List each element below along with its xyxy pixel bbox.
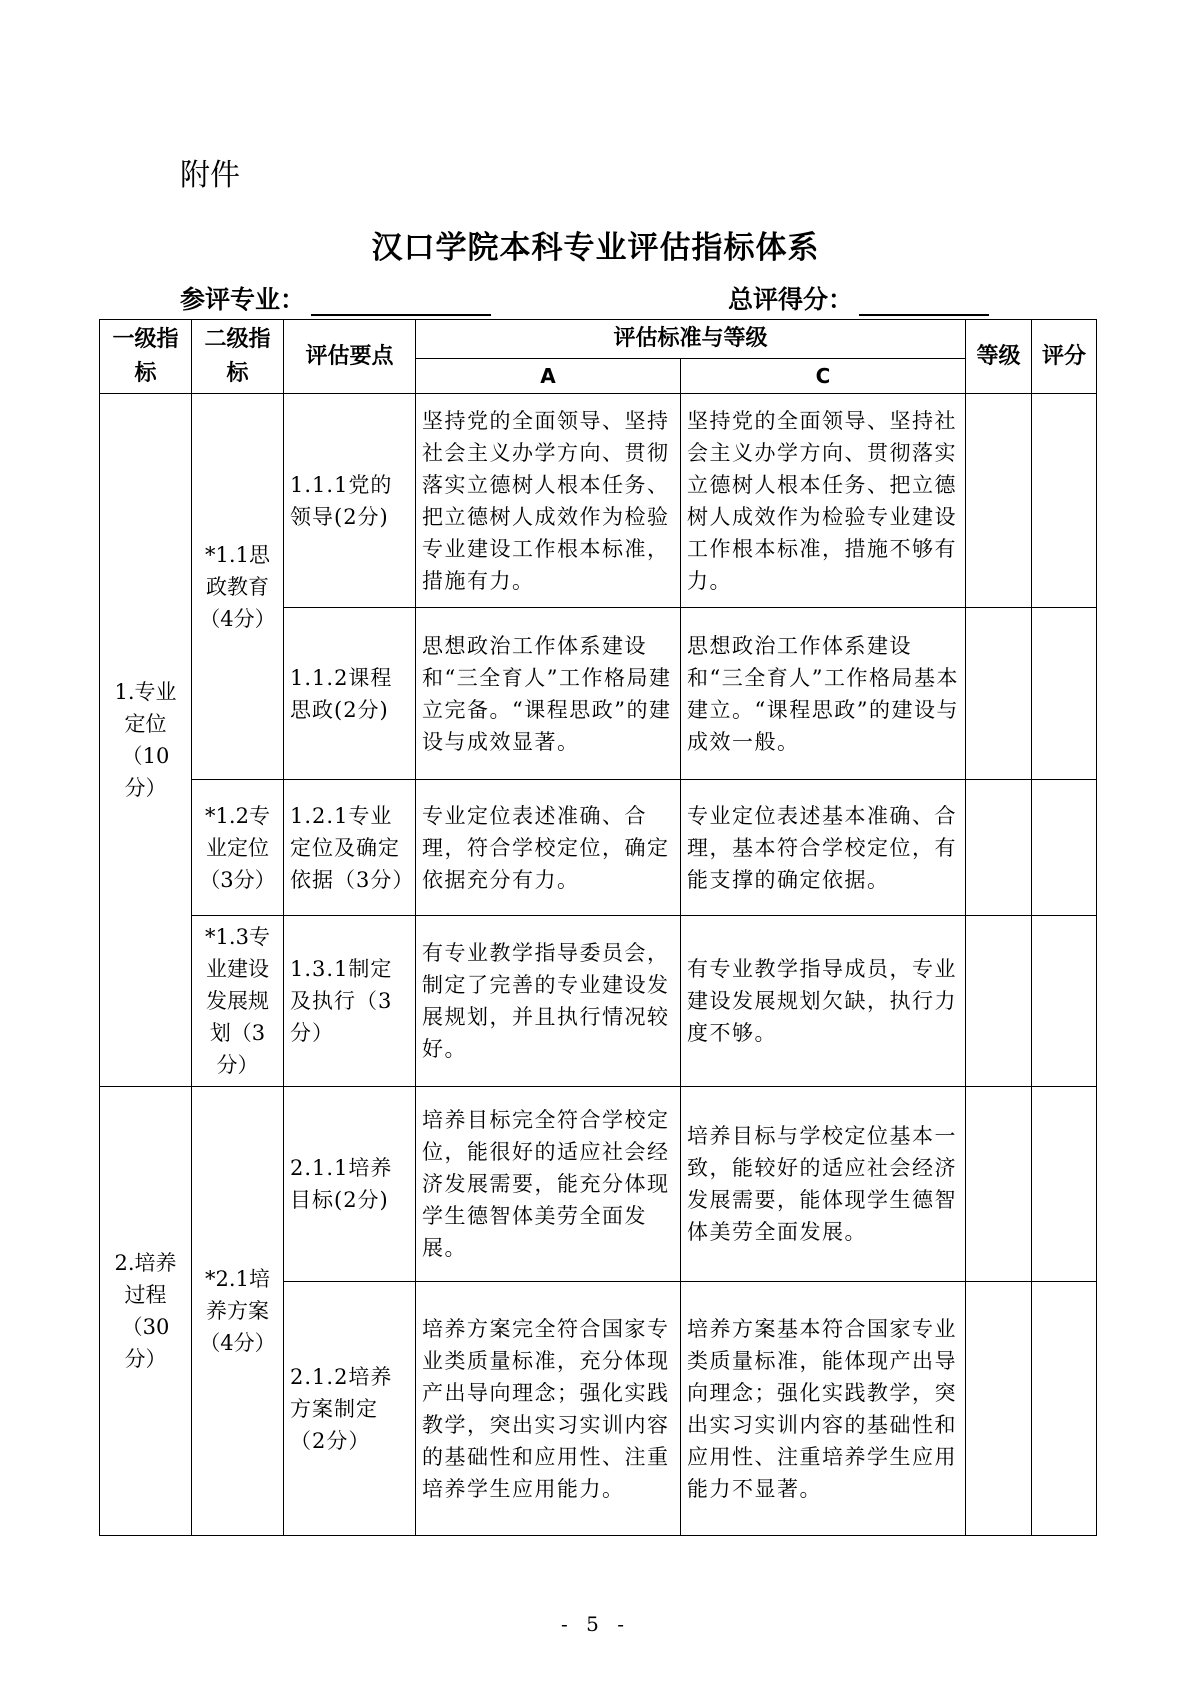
total-score-field	[728, 280, 989, 316]
standard-c-cell: 坚持党的全面领导、坚持社会主义办学方向、贯彻落实立德树人根本任务、把立德树人成效作为检验专业建设工作根本标准，措施不够有力。	[681, 394, 966, 608]
standard-c-cell: 思想政治工作体系建设和“三全育人”工作格局基本建立。“课程思政”的建设与成效一般。	[681, 608, 966, 780]
level1-cell: 2.培养过程（30分）	[100, 1087, 192, 1536]
level2-cell: *1.2专业定位（3分）	[192, 780, 284, 916]
header-row	[100, 320, 1097, 359]
point-cell: 1.3.1制定及执行（3分）	[284, 916, 416, 1087]
standard-a-cell: 培养方案完全符合国家专业类质量标准，充分体现产出导向理念；强化实践教学，突出实习实训内容的基础性和应用性、注重培养学生应用能力。	[416, 1282, 681, 1536]
header-standard: 评估标准与等级	[416, 320, 966, 359]
standard-a-cell: 有专业教学指导委员会，制定了完善的专业建设发展规划，并且执行情况较好。	[416, 916, 681, 1087]
level2-cell: *2.1培养方案（4分）	[192, 1087, 284, 1536]
point-cell: 1.1.2课程思政(2分)	[284, 608, 416, 780]
major-label: 参评专业：	[180, 285, 306, 314]
table-row	[100, 1087, 1097, 1282]
score-cell[interactable]	[1032, 394, 1097, 608]
grade-cell[interactable]	[966, 1282, 1032, 1536]
document-title: 汉口学院本科专业评估指标体系	[371, 230, 820, 266]
header-level2: 二级指标	[192, 320, 284, 394]
major-blank	[311, 290, 491, 316]
standard-a-cell: 坚持党的全面领导、坚持社会主义办学方向、贯彻落实立德树人根本任务、把立德树人成效作为检验专业建设工作根本标准，措施有力。	[416, 394, 681, 608]
score-cell[interactable]	[1032, 1087, 1097, 1282]
standard-c-cell: 培养方案基本符合国家专业类质量标准，能体现产出导向理念；强化实践教学，突出实习实训内容的基础性和应用性、注重培养学生应用能力不显著。	[681, 1282, 966, 1536]
grade-cell[interactable]	[966, 780, 1032, 916]
point-cell: 2.1.1培养目标(2分)	[284, 1087, 416, 1282]
grade-cell[interactable]	[966, 1087, 1032, 1282]
score-cell[interactable]	[1032, 608, 1097, 780]
standard-c-cell: 有专业教学指导成员，专业建设发展规划欠缺，执行力度不够。	[681, 916, 966, 1087]
standard-c-cell: 培养目标与学校定位基本一致，能较好的适应社会经济发展需要，能体现学生德智体美劳全面发展。	[681, 1087, 966, 1282]
header-level1: 一级指标	[100, 320, 192, 394]
point-cell: 2.1.2培养方案制定（2分）	[284, 1282, 416, 1536]
score-cell[interactable]	[1032, 1282, 1097, 1536]
header-score: 评分	[1032, 320, 1097, 394]
header-grade: 等级	[966, 320, 1032, 394]
level2-cell: *1.1思政教育（4分）	[192, 394, 284, 780]
total-score-blank	[859, 290, 989, 316]
major-field	[180, 280, 491, 316]
standard-a-cell: 专业定位表述准确、合理，符合学校定位，确定依据充分有力。	[416, 780, 681, 916]
grade-cell[interactable]	[966, 608, 1032, 780]
grade-cell[interactable]	[966, 394, 1032, 608]
grade-cell[interactable]	[966, 916, 1032, 1087]
level1-cell: 1.专业定位（10分）	[100, 394, 192, 1087]
header-grade-a: A	[416, 359, 681, 394]
header-grade-c: C	[681, 359, 966, 394]
point-cell: 1.2.1专业定位及确定依据（3分）	[284, 780, 416, 916]
attachment-label: 附件	[180, 158, 240, 193]
standard-a-cell: 思想政治工作体系建设和“三全育人”工作格局建立完备。“课程思政”的建设与成效显著。	[416, 608, 681, 780]
table-row	[100, 780, 1097, 916]
evaluation-table	[99, 319, 1097, 1536]
table-row	[100, 394, 1097, 608]
standard-c-cell: 专业定位表述基本准确、合理，基本符合学校定位，有能支撑的确定依据。	[681, 780, 966, 916]
page-number: - 5 -	[561, 1612, 630, 1636]
level2-cell: *1.3专业建设发展规划（3分）	[192, 916, 284, 1087]
score-cell[interactable]	[1032, 780, 1097, 916]
score-cell[interactable]	[1032, 916, 1097, 1087]
standard-a-cell: 培养目标完全符合学校定位，能很好的适应社会经济发展需要，能充分体现学生德智体美劳全面发展。	[416, 1087, 681, 1282]
header-points: 评估要点	[284, 320, 416, 394]
total-score-label: 总评得分：	[728, 285, 854, 314]
table-row	[100, 916, 1097, 1087]
point-cell: 1.1.1党的领导(2分)	[284, 394, 416, 608]
